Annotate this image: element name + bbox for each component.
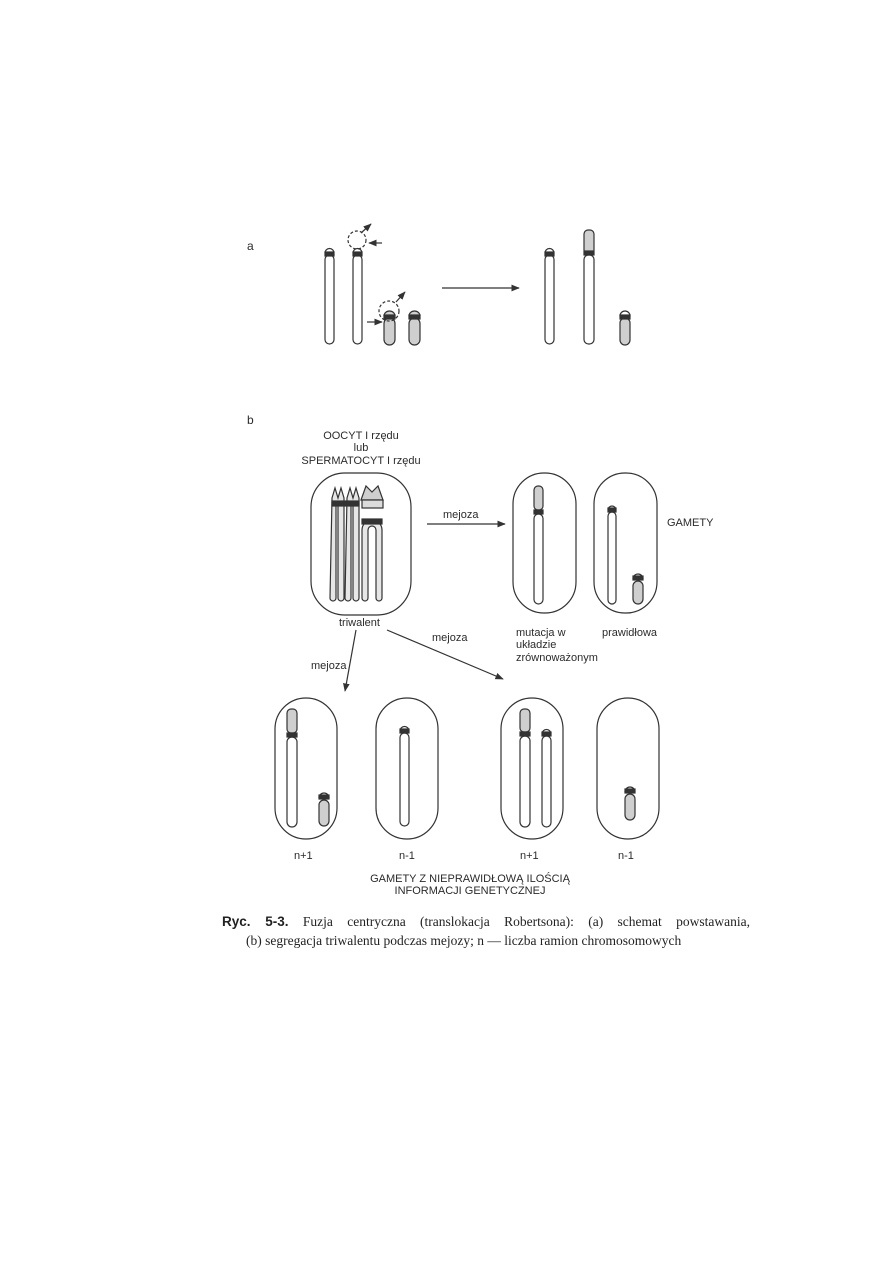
- normal-gamete-label: prawidłowa: [602, 627, 658, 639]
- meiosis-label-right: mejoza: [443, 509, 479, 521]
- count-label-1: n+1: [294, 850, 313, 862]
- trivalent-cell: [311, 473, 411, 615]
- panel-a-before: [325, 224, 420, 345]
- gamete-normal: [594, 473, 657, 613]
- caption-text-1: Fuzja centryczna (translokacja Robertsona): (a) schemat powstawania,: [302, 914, 750, 929]
- gamete-n-plus-1-right: [501, 698, 563, 839]
- trivalent-long-pair: [330, 488, 359, 601]
- caption-number: Ryc. 5-3.: [222, 914, 289, 929]
- trivalent-fused-pair: [361, 486, 383, 601]
- count-label-3: n+1: [520, 850, 539, 862]
- meiosis-label-diagonal: mejoza: [432, 632, 468, 644]
- count-label-2: n-1: [399, 850, 415, 862]
- panel-a-after: [545, 230, 630, 345]
- abnormal-gametes-label: [370, 873, 570, 898]
- small-fragment: [620, 311, 630, 345]
- abnormal-line2: INFORMACJI GENETYCZNEJ: [394, 885, 546, 898]
- cell-title-line3: SPERMATOCYT I rzędu: [301, 454, 421, 467]
- gamete-n-plus-1-left: [275, 698, 337, 839]
- meiosis-label-down: mejoza: [311, 660, 347, 672]
- balanced-line1: mutacja w: [516, 627, 566, 639]
- caption-line2: (b) segregacja triwalentu podczas mejozy; n — liczba ramion chromosomowych: [246, 932, 682, 948]
- figure-caption: [222, 913, 750, 951]
- abnormal-line1: GAMETY Z NIEPRAWIDŁOWĄ ILOŚCIĄ: [370, 873, 570, 885]
- count-label-4: n-1: [618, 850, 634, 862]
- gamete-n-minus-1-right: [597, 698, 659, 839]
- acrocentric-chromosome: [325, 249, 334, 345]
- balanced-mutation-label: [516, 627, 598, 664]
- small-chromosome: [409, 311, 420, 345]
- cell-title-line2: lub: [353, 442, 369, 455]
- balanced-line2: układzie: [516, 639, 557, 652]
- trivalent-label: triwalent: [339, 617, 380, 629]
- panel-label-a: a: [247, 239, 254, 253]
- gamete-balanced: [513, 473, 576, 613]
- acrocentric-chromosome-losing-arm: [348, 224, 382, 344]
- balanced-line3: zrównoważonym: [516, 651, 598, 664]
- panel-label-b: b: [247, 413, 254, 427]
- cell-title: [301, 430, 420, 467]
- fused-chromosome: [584, 230, 594, 344]
- caption-line1: [222, 913, 750, 932]
- gametes-heading: GAMETY: [667, 517, 714, 529]
- acrocentric-chromosome: [545, 249, 554, 345]
- cell-title-line1: OOCYT I rzędu: [323, 430, 399, 442]
- small-chromosome-losing-arm: [367, 292, 405, 345]
- gamete-n-minus-1-left: [376, 698, 438, 839]
- meiosis-arrow-down-left: [345, 630, 356, 691]
